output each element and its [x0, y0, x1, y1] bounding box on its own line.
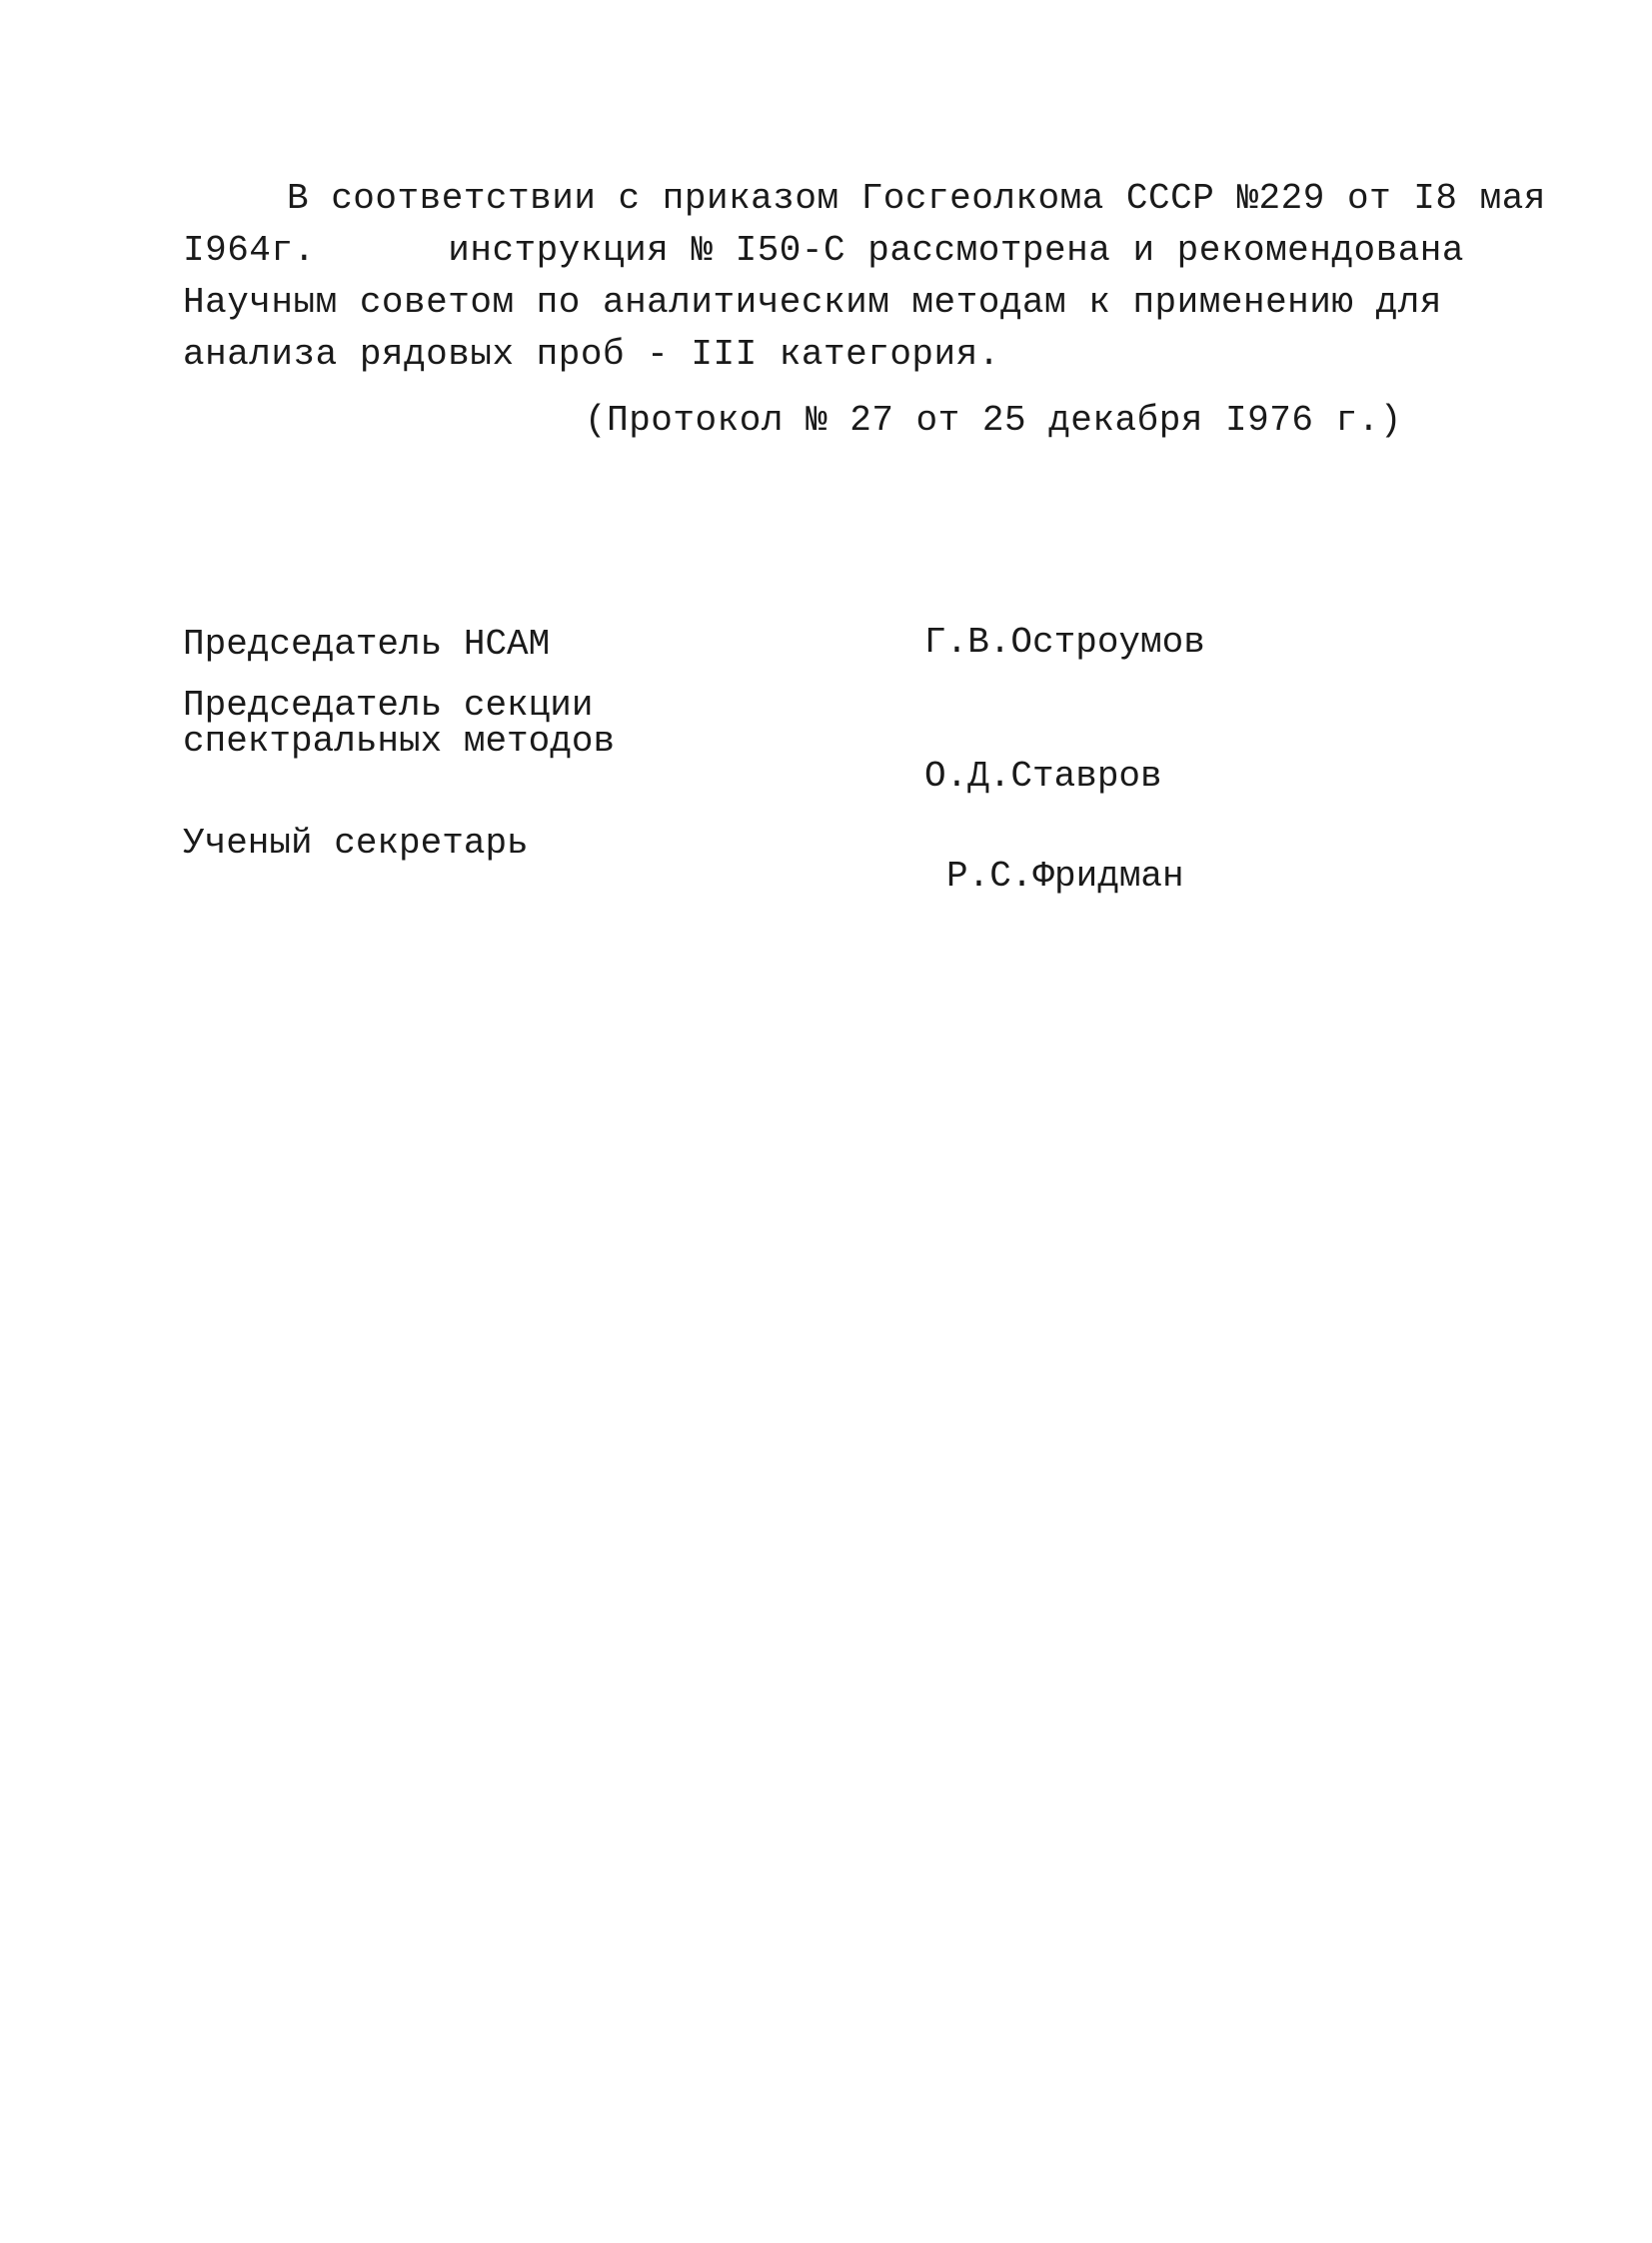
signature-name: Р.С.Фридман	[946, 856, 1184, 897]
signature-role: Председатель секции	[183, 685, 594, 726]
paragraph-line-2: I964г. инструкция № I50-С рассмотрена и рекомендована	[183, 230, 1465, 271]
signature-role: Ученый секретарь	[183, 823, 529, 864]
signature-role: спектральных методов	[183, 721, 616, 762]
signature-role: Председатель НСАМ	[183, 624, 551, 665]
paragraph-line-3: Научным советом по аналитическим методам к применению для	[183, 282, 1442, 323]
paragraph-line-1: В соответствии с приказом Госгеолкома СССР №229 от I8 мая	[287, 178, 1546, 219]
signature-name: О.Д.Ставров	[924, 756, 1162, 797]
protocol-reference: (Протокол № 27 от 25 декабря I976 г.)	[585, 400, 1402, 441]
signature-name: Г.В.Остроумов	[924, 622, 1205, 663]
paragraph-line-4: анализа рядовых проб - III категория.	[183, 334, 1000, 375]
